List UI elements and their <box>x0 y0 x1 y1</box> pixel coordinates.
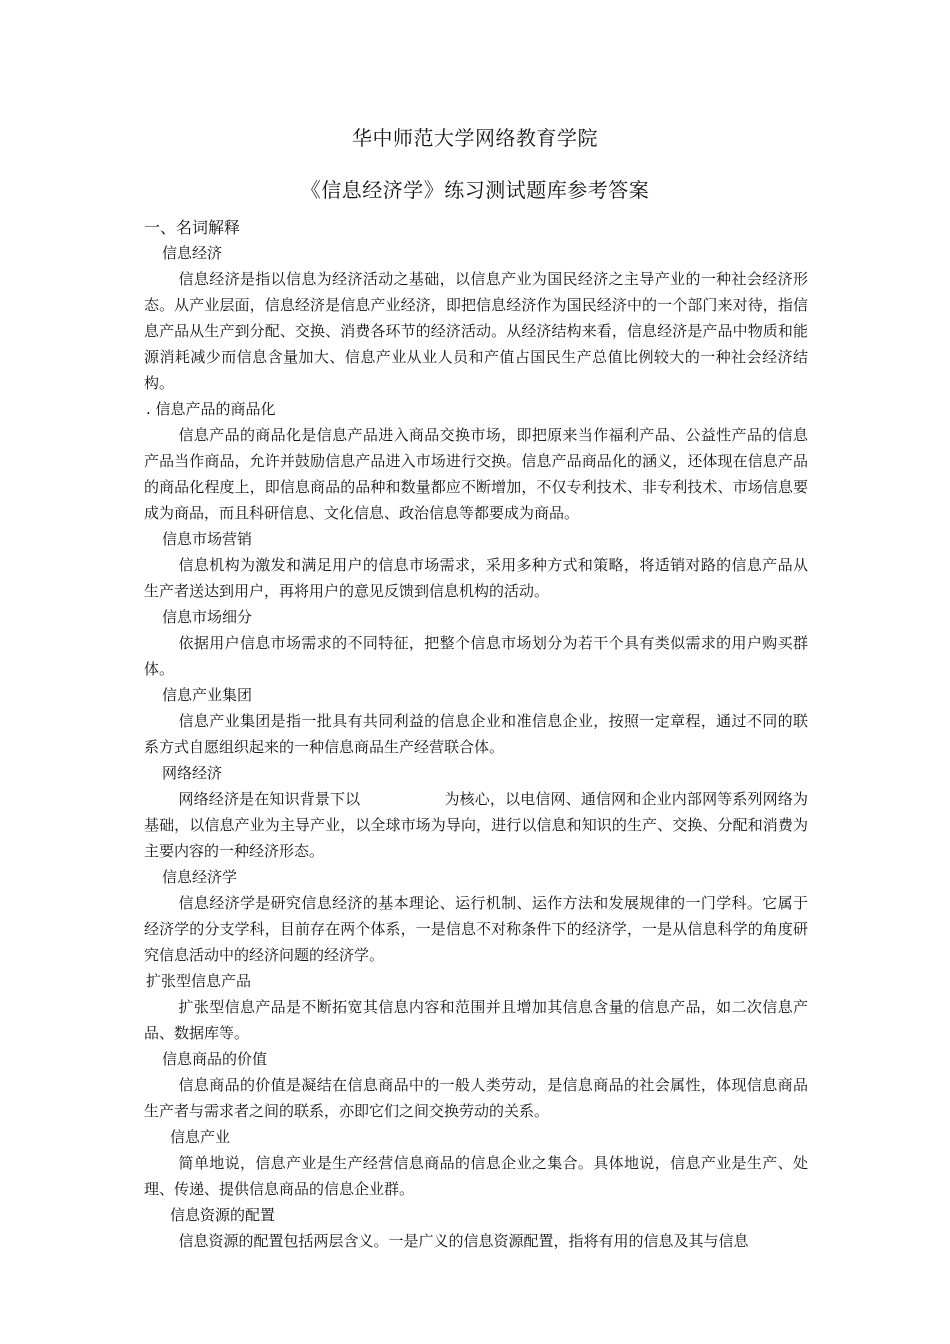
document-subtitle: 《信息经济学》练习测试题库参考答案 <box>300 178 650 202</box>
term-definition: 信息机构为激发和满足用户的信息市场需求，采用多种方式和策略，将适销对路的信息产品从生产者送达到用户，再将用户的意见反馈到信息机构的活动。 <box>144 556 808 600</box>
term-definition <box>144 786 808 864</box>
term-heading: . 信息产品的商品化 <box>146 400 276 418</box>
term-heading: 信息市场营销 <box>162 530 253 548</box>
term-definition: 信息经济学是研究信息经济的基本理论、运行机制、运作方法和发展规律的一门学科。它属于经济学的分支学科，目前存在两个体系，一是信息不对称条件下的经济学，一是从信息科学的角度研究信息活动中的经济问题的经济学。 <box>144 894 808 964</box>
term-heading: 信息商品的价值 <box>162 1050 268 1068</box>
term-definition: 信息资源的配置包括两层含义。一是广义的信息资源配置，指将有用的信息及其与信息 <box>178 1232 749 1250</box>
definition-part: 网络经济是在知识背景下以 <box>178 790 361 808</box>
term-heading: 信息资源的配置 <box>170 1206 276 1224</box>
term-definition: 信息经济是指以信息为经济活动之基础，以信息产业为国民经济之主导产业的一种社会经济形态。从产业层面，信息经济是信息产业经济，即把信息经济作为国民经济中的一个部门来对待，指信息产品从生产到分配、交换、消费各环节的经济活动。从经济结构来看，信息经济是产品中物质和能源消耗减少而信息含量加大、信息产业从业人员和产值占国民生产总值比例较大的一种社会经济结构。 <box>144 270 808 392</box>
term-definition: 信息产品的商品化是信息产品进入商品交换市场，即把原来当作福利产品、公益性产品的信息产品当作商品，允许并鼓励信息产品进入市场进行交换。信息产品商品化的涵义，还体现在信息产品的商品化程度上，即信息商品的品种和数量都应不断增加，不仅专利技术、非专利技术、市场信息要成为商品，而且科研信息、文化信息、政治信息等都要成为商品。 <box>144 426 808 522</box>
term-heading: 扩张型信息产品 <box>146 972 252 990</box>
term-heading: 信息经济学 <box>162 868 238 886</box>
term-heading: 信息产业集团 <box>162 686 253 704</box>
term-heading: 信息产业 <box>170 1128 231 1146</box>
term-definition: 信息商品的价值是凝结在信息商品中的一般人类劳动，是信息商品的社会属性，体现信息商品生产者与需求者之间的联系，亦即它们之间交换劳动的关系。 <box>144 1076 808 1120</box>
section-heading: 一、名词解释 <box>144 218 241 237</box>
term-heading: 信息市场细分 <box>162 608 253 626</box>
term-heading: 信息经济 <box>162 244 223 262</box>
glossary-content <box>144 240 808 1254</box>
term-heading: 网络经济 <box>162 764 223 782</box>
term-definition: 扩张型信息产品是不断拓宽其信息内容和范围并且增加其信息含量的信息产品，如二次信息产品、数据库等。 <box>144 998 808 1042</box>
term-definition: 信息产业集团是指一批具有共同利益的信息企业和准信息企业，按照一定章程，通过不同的联系方式自愿组织起来的一种信息商品生产经营联合体。 <box>144 712 808 756</box>
term-definition: 依据用户信息市场需求的不同特征，把整个信息市场划分为若干个具有类似需求的用户购买群体。 <box>144 634 808 678</box>
definition-part: 为核心，以电信网、通信网和企业内部网等系列网络为基础，以信息产业为主导产业，以全球市场为导向，进行以信息和知识的生产、交换、分配和消费为主要内容的一种经济形态。 <box>144 790 808 860</box>
term-definition: 简单地说，信息产业是生产经营信息商品的信息企业之集合。具体地说，信息产业是生产、处理、传递、提供信息商品的信息企业群。 <box>144 1154 808 1198</box>
document-title: 华中师范大学网络教育学院 <box>352 126 598 150</box>
